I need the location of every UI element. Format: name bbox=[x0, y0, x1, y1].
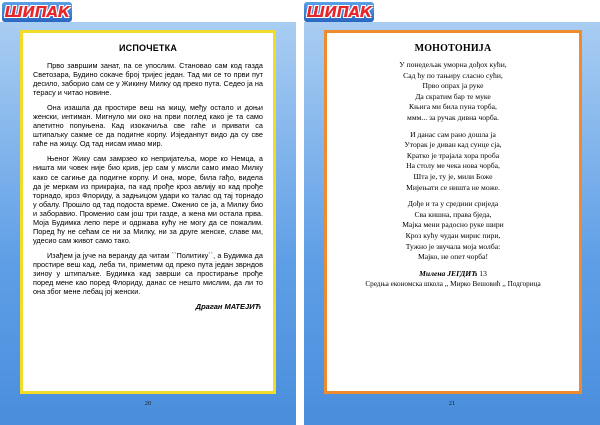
poem-line: Мајко, не опет чорба! bbox=[417, 252, 489, 262]
poem-line: ммм... за ручак дивна чорба. bbox=[407, 112, 499, 122]
poem-author bbox=[327, 269, 579, 278]
article-title: ИСПОЧЕТКА bbox=[118, 43, 178, 53]
poem-line: Дође и та у средини сриједа bbox=[407, 199, 499, 209]
paragraph: Прво завршим занат, па се упослим. Становао сам код газда Светозара, Будино сокаче број тријес један. Тад ми се то први пут десило, заборио сам се у Жикину Милку од преко пута. Седео ја на терасу и читао новине. bbox=[33, 61, 263, 98]
poem-line: И данас сам рано дошла ја bbox=[410, 129, 496, 139]
page-number: 21 bbox=[448, 400, 456, 407]
author-school: Средња економска школа ,, Мирко Вешовић ,, Подгорица bbox=[365, 279, 541, 288]
paragraph: Она изашла да простире веш на жицу, међу остало и доњи женски, интиман. Мигнуло ми око на први поглед како је та само апетитно попуњена. Кад изокачиља све гаће и привати са штипаљку сажме се да подигне корпу. Изједанпут видо да су све гаће на жицу. Од тад нисам имао мир. bbox=[33, 103, 263, 149]
poem-frame bbox=[324, 30, 582, 394]
article-author: Драган МАТЕЈИЋ bbox=[195, 302, 261, 312]
stanza bbox=[327, 199, 579, 263]
poem-line: Уторак је диван кад сунце сја, bbox=[404, 140, 502, 150]
article-body bbox=[23, 53, 273, 296]
poem-title: МОНОТОНИЈА bbox=[414, 43, 492, 54]
author-name: Милена ЈЕГДИЋ bbox=[419, 268, 478, 278]
stanza bbox=[327, 60, 579, 124]
magazine-logo bbox=[304, 2, 374, 22]
page-number: 20 bbox=[144, 400, 152, 407]
poem-line: Шта је, ту је, мили Боже bbox=[413, 171, 493, 181]
poem-line: На столу ме чека нова чорба, bbox=[406, 161, 500, 171]
poem-line: Мијењати се ништа не може. bbox=[406, 182, 500, 192]
poem-line: Кратко је трајала хора проба bbox=[406, 150, 500, 160]
right-page bbox=[304, 0, 600, 425]
stanza bbox=[327, 130, 579, 194]
poem-line: Мајка мени радосно руке шири bbox=[402, 220, 504, 230]
poem-body bbox=[327, 60, 579, 263]
magazine-logo bbox=[2, 2, 72, 22]
article-frame bbox=[20, 30, 276, 394]
poem-line: Прво опрах ја руке bbox=[422, 81, 484, 91]
poem-line: Сад ћу по тањиру сласно сући, bbox=[403, 70, 503, 80]
paragraph: Њеног Жику сам замрзео ко непријатеља, море ко Немца, а ништа ми човек није био крив, јер сам у мисли само имао Милку како се сагиње да подигне корпу. И она, море, била гађо, видела да је меркам из прикрајка, па кад прође кроз авлију ко кад прође торнадо, кроз Флориду, а задњицом удари ко талас од тај торнадо у обалу. Прошло од тад подоста време. Оженио се ја, а Милку био и заборавио. Променио сам још три газде, а жена ми остала прва. Моја Будимка лепо пере и одржава кућу не могу да се пожалим. Поред ћу не сећам се ни за Милку, ни за друге женске, славе ми, удесио сам живот само тако. bbox=[33, 154, 263, 245]
logo-text: ШИПАК bbox=[306, 3, 372, 21]
poem-line: Кроз кућу чудан мирис пири, bbox=[405, 230, 501, 240]
poem-line: Сва кишна, права бједа, bbox=[414, 209, 492, 219]
author-grade: 13 bbox=[479, 268, 487, 278]
poem-line: Књига ми била пуна торба, bbox=[409, 102, 497, 112]
poem-line: Да скратим бар те муке bbox=[415, 91, 491, 101]
poem-line: У понедељак уморна дођох кући, bbox=[399, 60, 507, 69]
logo-text: ШИПАК bbox=[4, 3, 70, 21]
left-page bbox=[0, 0, 296, 425]
paragraph: Изађем ја јуче на веранду да читам ``Политику``, а Будимка да простире веш кад, леба ти, приметим од преко пута један зврндов зиноу у штипаљке. Будимка кад заврши са простирање прође поред мене као поред Флориду, данас се нешто мислим, да ли то она због мене лебац јој женски. bbox=[33, 250, 263, 297]
poem-line: Тужно је звучала моја молба: bbox=[405, 241, 501, 251]
